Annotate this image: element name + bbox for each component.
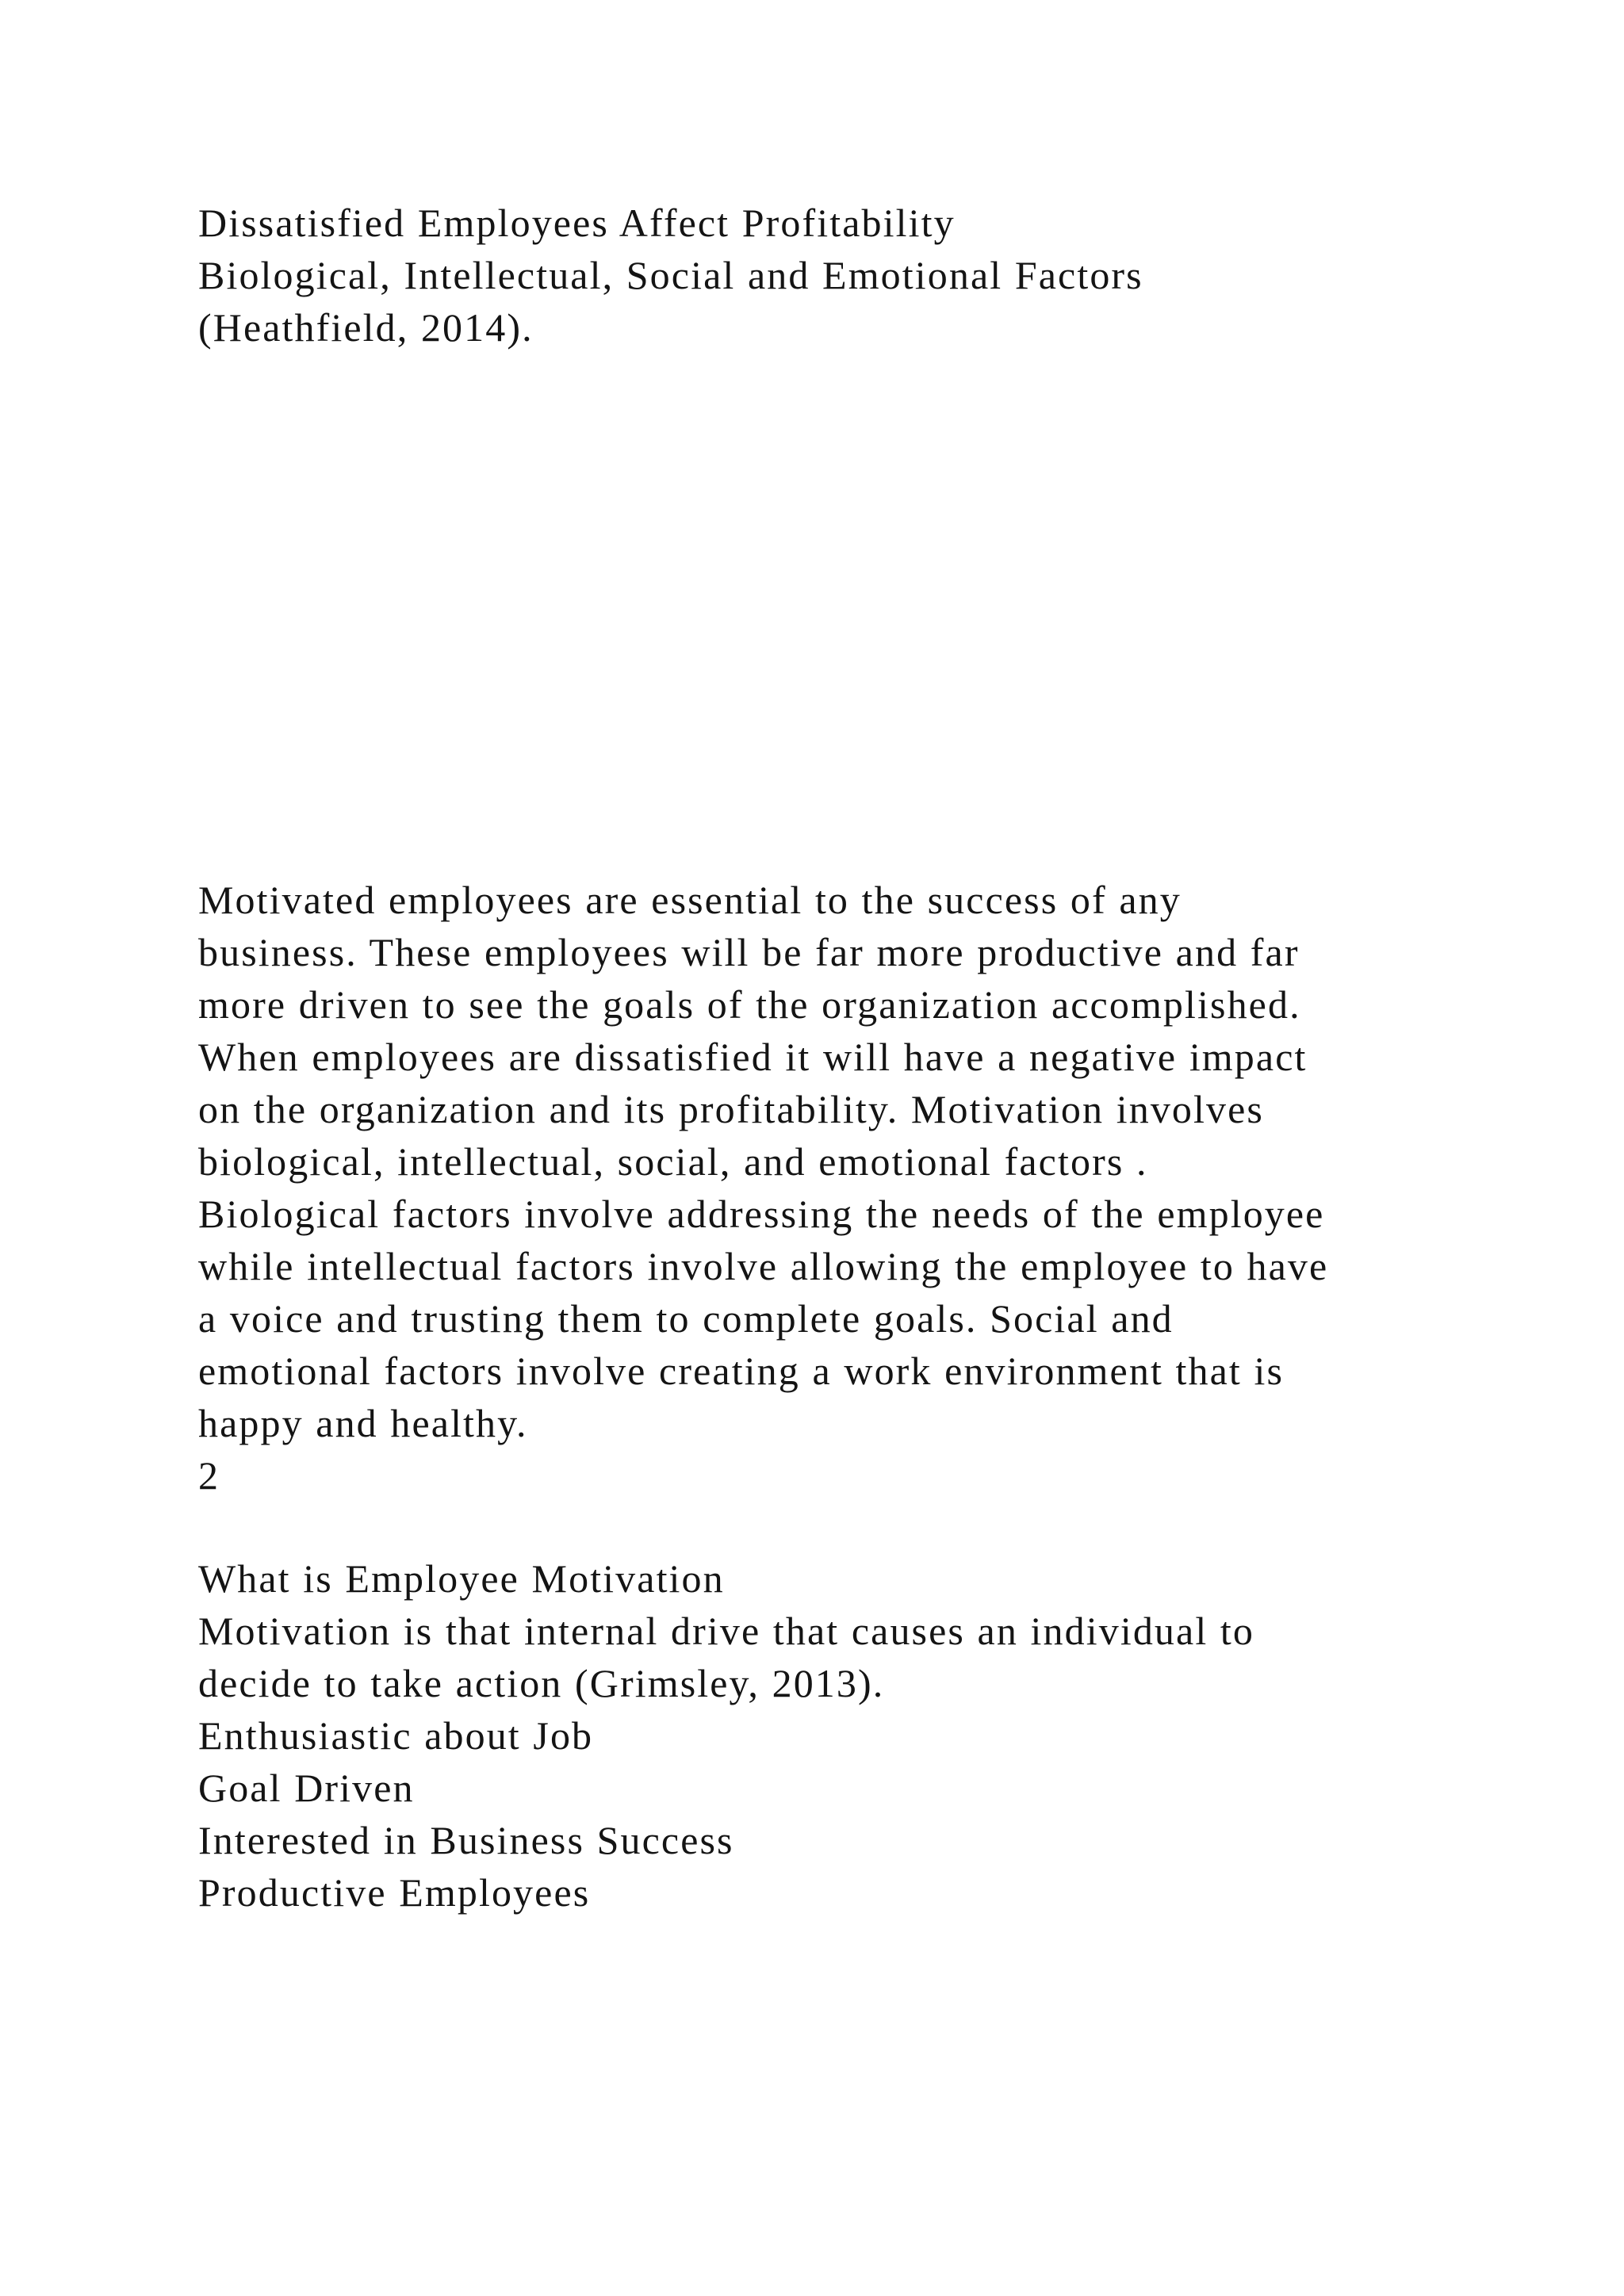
body-line: on the organization and its profitability. Motivation involves — [198, 1087, 1264, 1131]
body-paragraph — [198, 874, 1499, 1502]
heading-subtitle: Biological, Intellectual, Social and Emotional Factors — [198, 253, 1143, 297]
body-line: business. These employees will be far more productive and far — [198, 930, 1300, 974]
section-title: What is Employee Motivation — [198, 1556, 725, 1601]
section-line: decide to take action (Grimsley, 2013). — [198, 1661, 885, 1705]
bullet-item: Interested in Business Success — [198, 1818, 734, 1862]
body-line: emotional factors involve creating a work environment that is — [198, 1349, 1285, 1393]
body-line: a voice and trusting them to complete goals. Social and — [198, 1296, 1174, 1341]
body-line: happy and healthy. — [198, 1401, 528, 1445]
bullet-item: Goal Driven — [198, 1766, 415, 1810]
heading-citation: (Heathfield, 2014). — [198, 305, 534, 350]
body-line: When employees are dissatisfied it will have a negative impact — [198, 1035, 1308, 1079]
body-line: more driven to see the goals of the organization accomplished. — [198, 982, 1301, 1027]
body-line: Motivated employees are essential to the success of any — [198, 878, 1182, 922]
body-line: biological, intellectual, social, and emotional factors . — [198, 1139, 1148, 1184]
slide-number: 2 — [198, 1453, 220, 1498]
body-line: Biological factors involve addressing the needs of the employee — [198, 1192, 1325, 1236]
bullet-item: Productive Employees — [198, 1870, 591, 1915]
heading-block — [198, 197, 1499, 354]
section-block — [198, 1552, 1499, 1919]
section-line: Motivation is that internal drive that causes an individual to — [198, 1609, 1254, 1653]
body-line: while intellectual factors involve allowing the employee to have — [198, 1244, 1329, 1288]
bullet-item: Enthusiastic about Job — [198, 1713, 594, 1758]
heading-title: Dissatisfied Employees Affect Profitability — [198, 201, 956, 245]
